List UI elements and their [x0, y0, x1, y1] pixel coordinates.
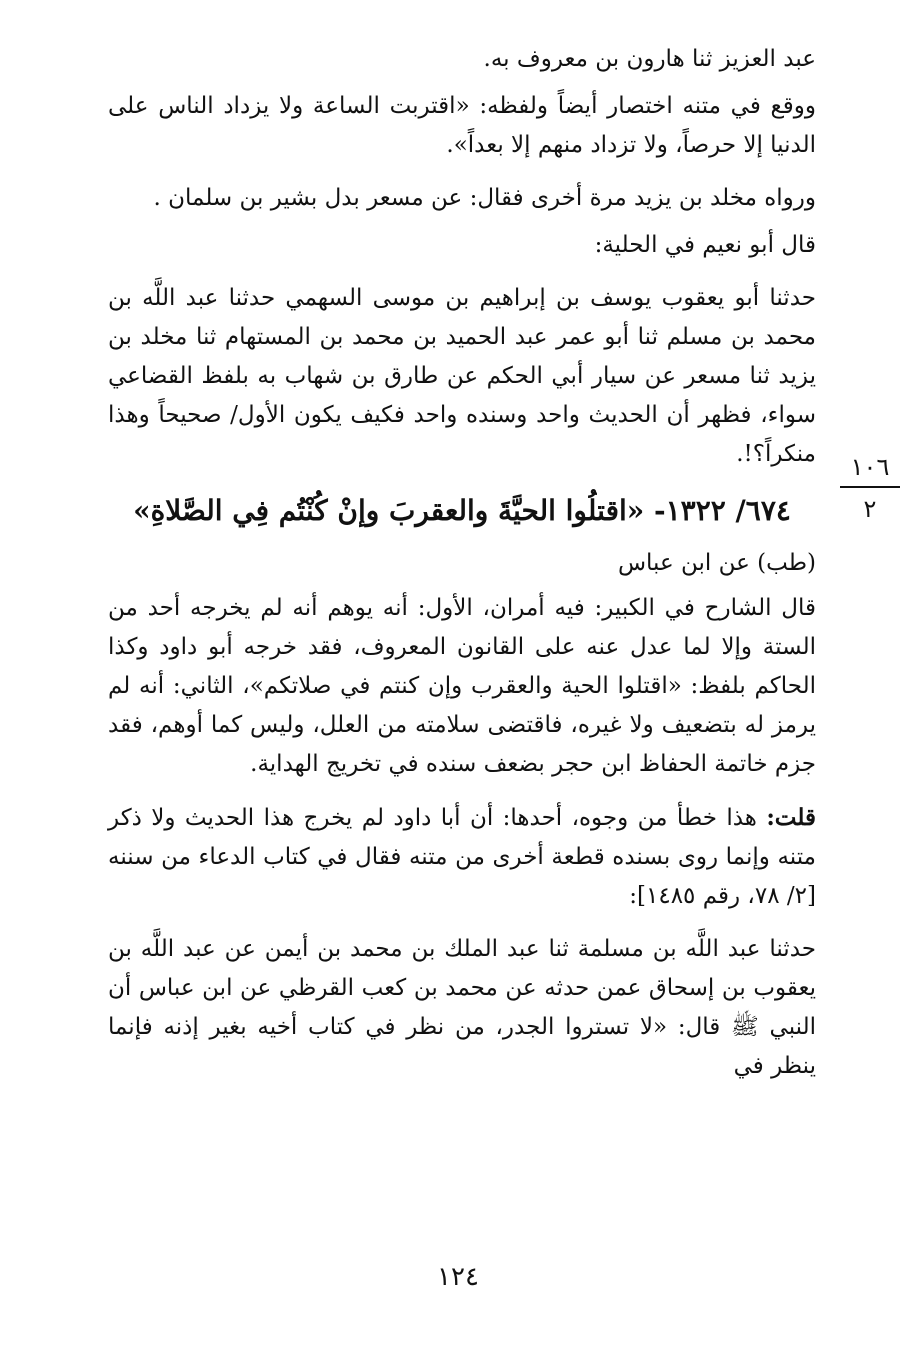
paragraph-1: عبد العزيز ثنا هارون بن معروف به.: [483, 46, 816, 72]
margin-note-top: ١٠٦: [850, 453, 890, 481]
margin-note-bottom: ٢: [863, 495, 877, 523]
margin-note: [840, 452, 900, 524]
commentary-paragraph: قال الشارح في الكبير: فيه أمران، الأول: أنه يوهم أنه لم يخرجه أحد من الستة وإلا لما عدل عنه على القانون المعروف، فقد خرجه أبو داود وكذا الحاكم بلفظ: «اقتلوا الحية والعقرب وإن كنتم في صلاتكم»، الثاني: أنه لم يرمز له بتضعيف ولا غيره، فاقتضى سلامته من العلل، وليس كما أوهم، فقد جزم خاتمة الحفاظ ابن حجر بضعف سنده في تخريج الهداية.: [108, 595, 816, 777]
paragraph-3: ورواه مخلد بن يزيد مرة أخرى فقال: عن مسعر بدل بشير بن سلمان .: [153, 185, 816, 211]
reply-paragraph: [108, 798, 816, 916]
paragraph-4: قال أبو نعيم في الحلية:: [594, 232, 816, 258]
final-paragraph: حدثنا عبد اللَّه بن مسلمة ثنا عبد الملك بن محمد بن أيمن عن عبد اللَّه بن يعقوب بن إسحاق عمن حدثه عن محمد بن كعب القرظي عن ابن عباس أن النبي ﷺ قال: «لا تستروا الجدر، من نظر في كتاب أخيه بغير إذنه فإنما ينظر في: [108, 936, 817, 1079]
reply-label: قلت:: [766, 804, 816, 831]
paragraph-2: ووقع في متنه اختصار أيضاً ولفظه: «اقتربت الساعة ولا يزداد الناس على الدنيا إلا حرصاً، ولا تزداد منهم إلا بعداً».: [108, 93, 816, 158]
paragraph-5: حدثنا أبو يعقوب يوسف بن إبراهيم بن موسى السهمي حدثنا عبد اللَّه بن محمد بن مسلم ثنا أبو عمر عبد الحميد بن محمد بن المستهام ثنا مخلد بن يزيد ثنا مسعر عن سيار أبي الحكم عن طارق بن شهاب به بلفظ القضاعي سواء، فظهر أن الحديث واحد وسنده واحد فكيف يكون الأول/ صحيحاً وهذا منكراً؟!.: [108, 285, 816, 467]
page-number: ١٢٤: [437, 1262, 479, 1292]
reply-text: هذا خطأ من وجوه، أحدها: أن أبا داود لم يخرج هذا الحديث ولا ذكر متنه وإنما روى بسنده قطعة أخرى من متنه فقال في كتاب الدعاء من سننه [٢/ ٧٨، رقم ١٤٨٥]:: [108, 805, 816, 909]
source-line: (طب) عن ابن عباس: [617, 550, 816, 576]
margin-note-rule: [840, 486, 900, 488]
main-text-column: [108, 40, 816, 1094]
hadith-heading: ٦٧٤/ ١٣٢٢- «اقتلُوا الحيَّةَ والعقربَ وإنْ كُنْتُم فِي الصَّلاةِ»: [133, 494, 791, 527]
